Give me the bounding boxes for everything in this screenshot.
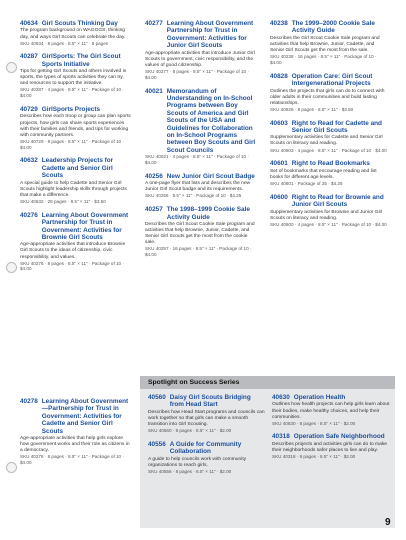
item-title: GirlSports: The Girl Scout Sports Initiative <box>41 53 121 68</box>
item-meta: SKU 40601 · Package of 25 · $4.25 <box>270 180 343 186</box>
item-meta: SKU 40021 · 4 pages · 8.5" × 11" · Package of 10 · $4.00 <box>145 154 249 165</box>
column-1-lower <box>20 398 132 473</box>
item-description: Describes the Girl Scout Cookie Sale program and activities that help Brownie, Junior, Cadette, and Senior Girl Scouts get the most from the sale. <box>270 35 380 53</box>
item-title: Learning About Government Partnership for Trust in Government: Activities for Brownie Girl Scouts <box>41 211 129 241</box>
item-description: Outlines how health projects can help girls learn about their bodies, make healthy choices, and help their communities. <box>272 402 390 420</box>
binder-hole-top <box>6 62 17 73</box>
catalog-entry-40256 <box>145 173 257 199</box>
item-meta: SKU 40277 · 8 pages · 8.5" × 11" · Package of 10 · $4.00 <box>145 68 249 80</box>
item-description: Tips for getting Girl Scouts and others involved in sports, the types of sports activities they can try, and resources to support the initiative. <box>20 69 127 87</box>
item-title: Right to Read Bookmarks <box>291 160 370 168</box>
item-meta: SKU 40729 · 8 pages · 8.5" × 11" · Package of 10 · $4.00 <box>20 138 124 150</box>
catalog-entry-40318 <box>272 433 390 459</box>
column-1 <box>20 20 132 279</box>
item-meta: SKU 40256 · 8.5" × 11" · Package of 10 · $4.25 <box>145 193 242 199</box>
item-meta: SKU 40287 · 4 pages · 8.5" × 11" · Package of 10 · $4.00 <box>20 87 124 99</box>
item-title: Girl Scouts Thinking Day <box>41 20 118 27</box>
item-meta: SKU 40278 · 8 pages · 8.5" × 11" · Package of 10 · $4.00 <box>20 454 124 466</box>
item-meta: SKU 40238 · 16 pages · 8.5" × 11" · Package of 10 · $4.00 <box>270 54 377 65</box>
catalog-entry-40600 <box>270 194 388 228</box>
item-title: The 1999–2000 Cookie Sale Activity Guide <box>291 20 375 35</box>
catalog-entry-40277 <box>145 20 257 81</box>
binder-hole-bottom <box>6 462 17 473</box>
catalog-entry-40729 <box>20 106 132 150</box>
item-title: Operation Safe Neighborhood <box>293 433 385 441</box>
item-meta: SKU 40276 · 8 pages · 8.5" × 11" · Package of 10 · $4.00 <box>20 260 124 272</box>
column-2 <box>145 20 257 265</box>
item-code: 40630 <box>272 394 290 401</box>
item-code: 40238 <box>270 20 288 27</box>
item-meta: SKU 40828 · 8 pages · 8.5" × 11" · $3.50 <box>270 106 354 112</box>
item-title: Daisy Girl Scouts Bridging from Head Start <box>169 394 251 409</box>
item-title: GirlSports Projects <box>41 106 101 114</box>
item-code: 40601 <box>270 160 288 168</box>
spotlight-left-column <box>148 394 266 482</box>
item-code: 40560 <box>148 394 166 401</box>
item-title: Leadership Projects for Cadette and Senior Girl Scouts <box>41 157 114 180</box>
item-code: 40828 <box>270 72 288 80</box>
item-description: Age-appropriate activities that introduce Brownie Girl Scouts to the ideas of citizenship, civic responsibility, and values. <box>20 242 126 260</box>
catalog-entry-40603 <box>270 120 388 154</box>
item-title: Right to Read for Brownie and Junior Girl Scouts <box>291 193 384 209</box>
item-meta: SKU 40603 · 4 pages · 8.5" × 11" · Package of 10 · $4.00 <box>270 147 387 153</box>
item-description: Age-appropriate activities that help girls explore how government works and their role as citizens in a democracy. <box>20 436 130 454</box>
item-title: Learning About Government—Partnership for Trust in Government: Activities for Cadette and Senior Girl Scouts <box>41 398 129 435</box>
item-code: 40256 <box>145 172 163 180</box>
catalog-entry-40287 <box>20 53 132 99</box>
catalog-entry-40632 <box>20 157 132 204</box>
item-description: Age-appropriate activities that introduce Junior Girl Scouts to government, civic responsibility, and the values of good citizenship. <box>145 50 255 68</box>
item-code: 40277 <box>145 20 163 27</box>
item-description: Set of bookmarks that encourage reading and list books for different age levels. <box>270 168 377 180</box>
column-3 <box>270 20 388 235</box>
catalog-entry-40276 <box>20 212 132 273</box>
catalog-entry-40601 <box>270 160 388 186</box>
item-description: A guide to help councils work with community organizations to reach girls. <box>148 456 247 468</box>
item-code: 40287 <box>20 53 38 61</box>
item-meta: SKU 40318 · 8 pages · 8.5" × 11" · $2.00 <box>272 454 356 460</box>
item-code: 40276 <box>20 211 38 219</box>
item-meta: SKU 40560 · 8 pages · 8.5" × 11" · $2.00 <box>148 428 232 434</box>
item-meta: SKU 40556 · 8 pages · 8.5" × 11" · $2.00 <box>148 468 232 474</box>
item-title: New Junior Girl Scout Badge <box>166 172 255 180</box>
item-title: Operation Health <box>293 394 346 401</box>
item-code: 40603 <box>270 119 288 127</box>
catalog-entry-40634 <box>20 20 132 46</box>
item-description: Describes projects and activities girls can do to make their neighborhoods safer places to live and play. <box>272 441 387 453</box>
item-meta: SKU 40630 · 8 pages · 8.5" × 11" · $2.00 <box>272 420 356 426</box>
item-description: A special guide to help Cadette and Senior Girl Scouts highlight leadership skills through projects that make a difference. <box>20 180 127 198</box>
page-number: 9 <box>385 517 391 528</box>
catalog-entry-40257 <box>145 206 257 258</box>
catalog-entry-40630 <box>272 394 390 426</box>
item-description: The program background on WAGGGS, thinking day, and ways Girl Scouts can celebrate the day. <box>20 28 126 40</box>
item-title: Memorandum of Understanding on In-School Programs between Boy Scouts of America and Girl Scouts of the USA and Guidelines for Collaboration on In-School Programs between Boy Scouts and Girl Scout Councils <box>166 87 256 154</box>
catalog-entry-40238 <box>270 20 388 66</box>
item-code: 40257 <box>145 206 163 214</box>
catalog-entry-40828 <box>270 73 388 113</box>
item-meta: SKU 40257 · 16 pages · 8.5" × 11" · Package of 10 · $4.00 <box>145 246 252 258</box>
spotlight-heading: Spotlight on Success Series <box>140 376 395 389</box>
item-title: Operation Care: Girl Scout Intergenerational Projects <box>291 72 373 88</box>
catalog-entry-40560 <box>148 394 266 434</box>
item-meta: SKU 40634 · 8 pages · 8.5" × 11" · 8 pages <box>20 40 109 46</box>
catalog-entry-40556 <box>148 441 266 475</box>
item-description: Describes the Girl Scout Cookie Sale program and activities that help Brownie, Junior, Cadette, and Senior Girl Scouts get the most from the cookie sale. <box>145 221 255 246</box>
item-code: 40021 <box>145 87 163 95</box>
item-code: 40634 <box>20 20 38 27</box>
item-code: 40632 <box>20 157 38 165</box>
item-code: 40729 <box>20 106 38 114</box>
item-title: The 1998–1999 Cookie Sale Activity Guide <box>166 206 250 221</box>
item-code: 40556 <box>148 440 166 448</box>
catalog-entry-40278 <box>20 398 132 466</box>
item-description: A one-page flyer that lists and describes the new Junior Girl Scout badge and its requirements. <box>145 181 251 193</box>
item-description: Describes how Head Start programs and councils can work together so that girls can make a smooth transition into Girl Scouting. <box>148 409 265 427</box>
item-code: 40278 <box>20 398 38 405</box>
item-description: Outlines the projects that girls can do to connect with older adults in their communities and build lasting relationships. <box>270 88 385 106</box>
item-meta: SKU 40632 · 28 pages · 8.5" × 11" · $3.50 <box>20 198 106 204</box>
item-description: Supplementary activities for Cadette and Senior Girl Scouts on literacy and reading. <box>270 135 383 147</box>
item-title: A Guide for Community Collaboration <box>169 440 242 456</box>
catalog-entry-40021 <box>145 88 257 166</box>
binder-hole-middle <box>6 262 17 273</box>
item-title: Right to Read for Cadette and Senior Girl Scouts <box>291 119 382 134</box>
item-code: 40600 <box>270 193 288 201</box>
item-title: Learning About Government Partnership for Trust in Government: Activities for Junior Girl Scouts <box>166 20 254 50</box>
item-description: Describes how each troop or group can plan sports projects, how girls can share sports experiences with their families and friends, and tips for working with community partners. <box>20 114 131 138</box>
spotlight-right-column <box>272 394 390 467</box>
item-meta: SKU 40600 · 4 pages · 8.5" × 11" · Package of 10 · $4.00 <box>270 221 387 227</box>
item-description: Supplementary activities for Brownie and Junior Girl Scouts on literacy and reading. <box>270 209 383 221</box>
item-code: 40318 <box>272 433 290 441</box>
